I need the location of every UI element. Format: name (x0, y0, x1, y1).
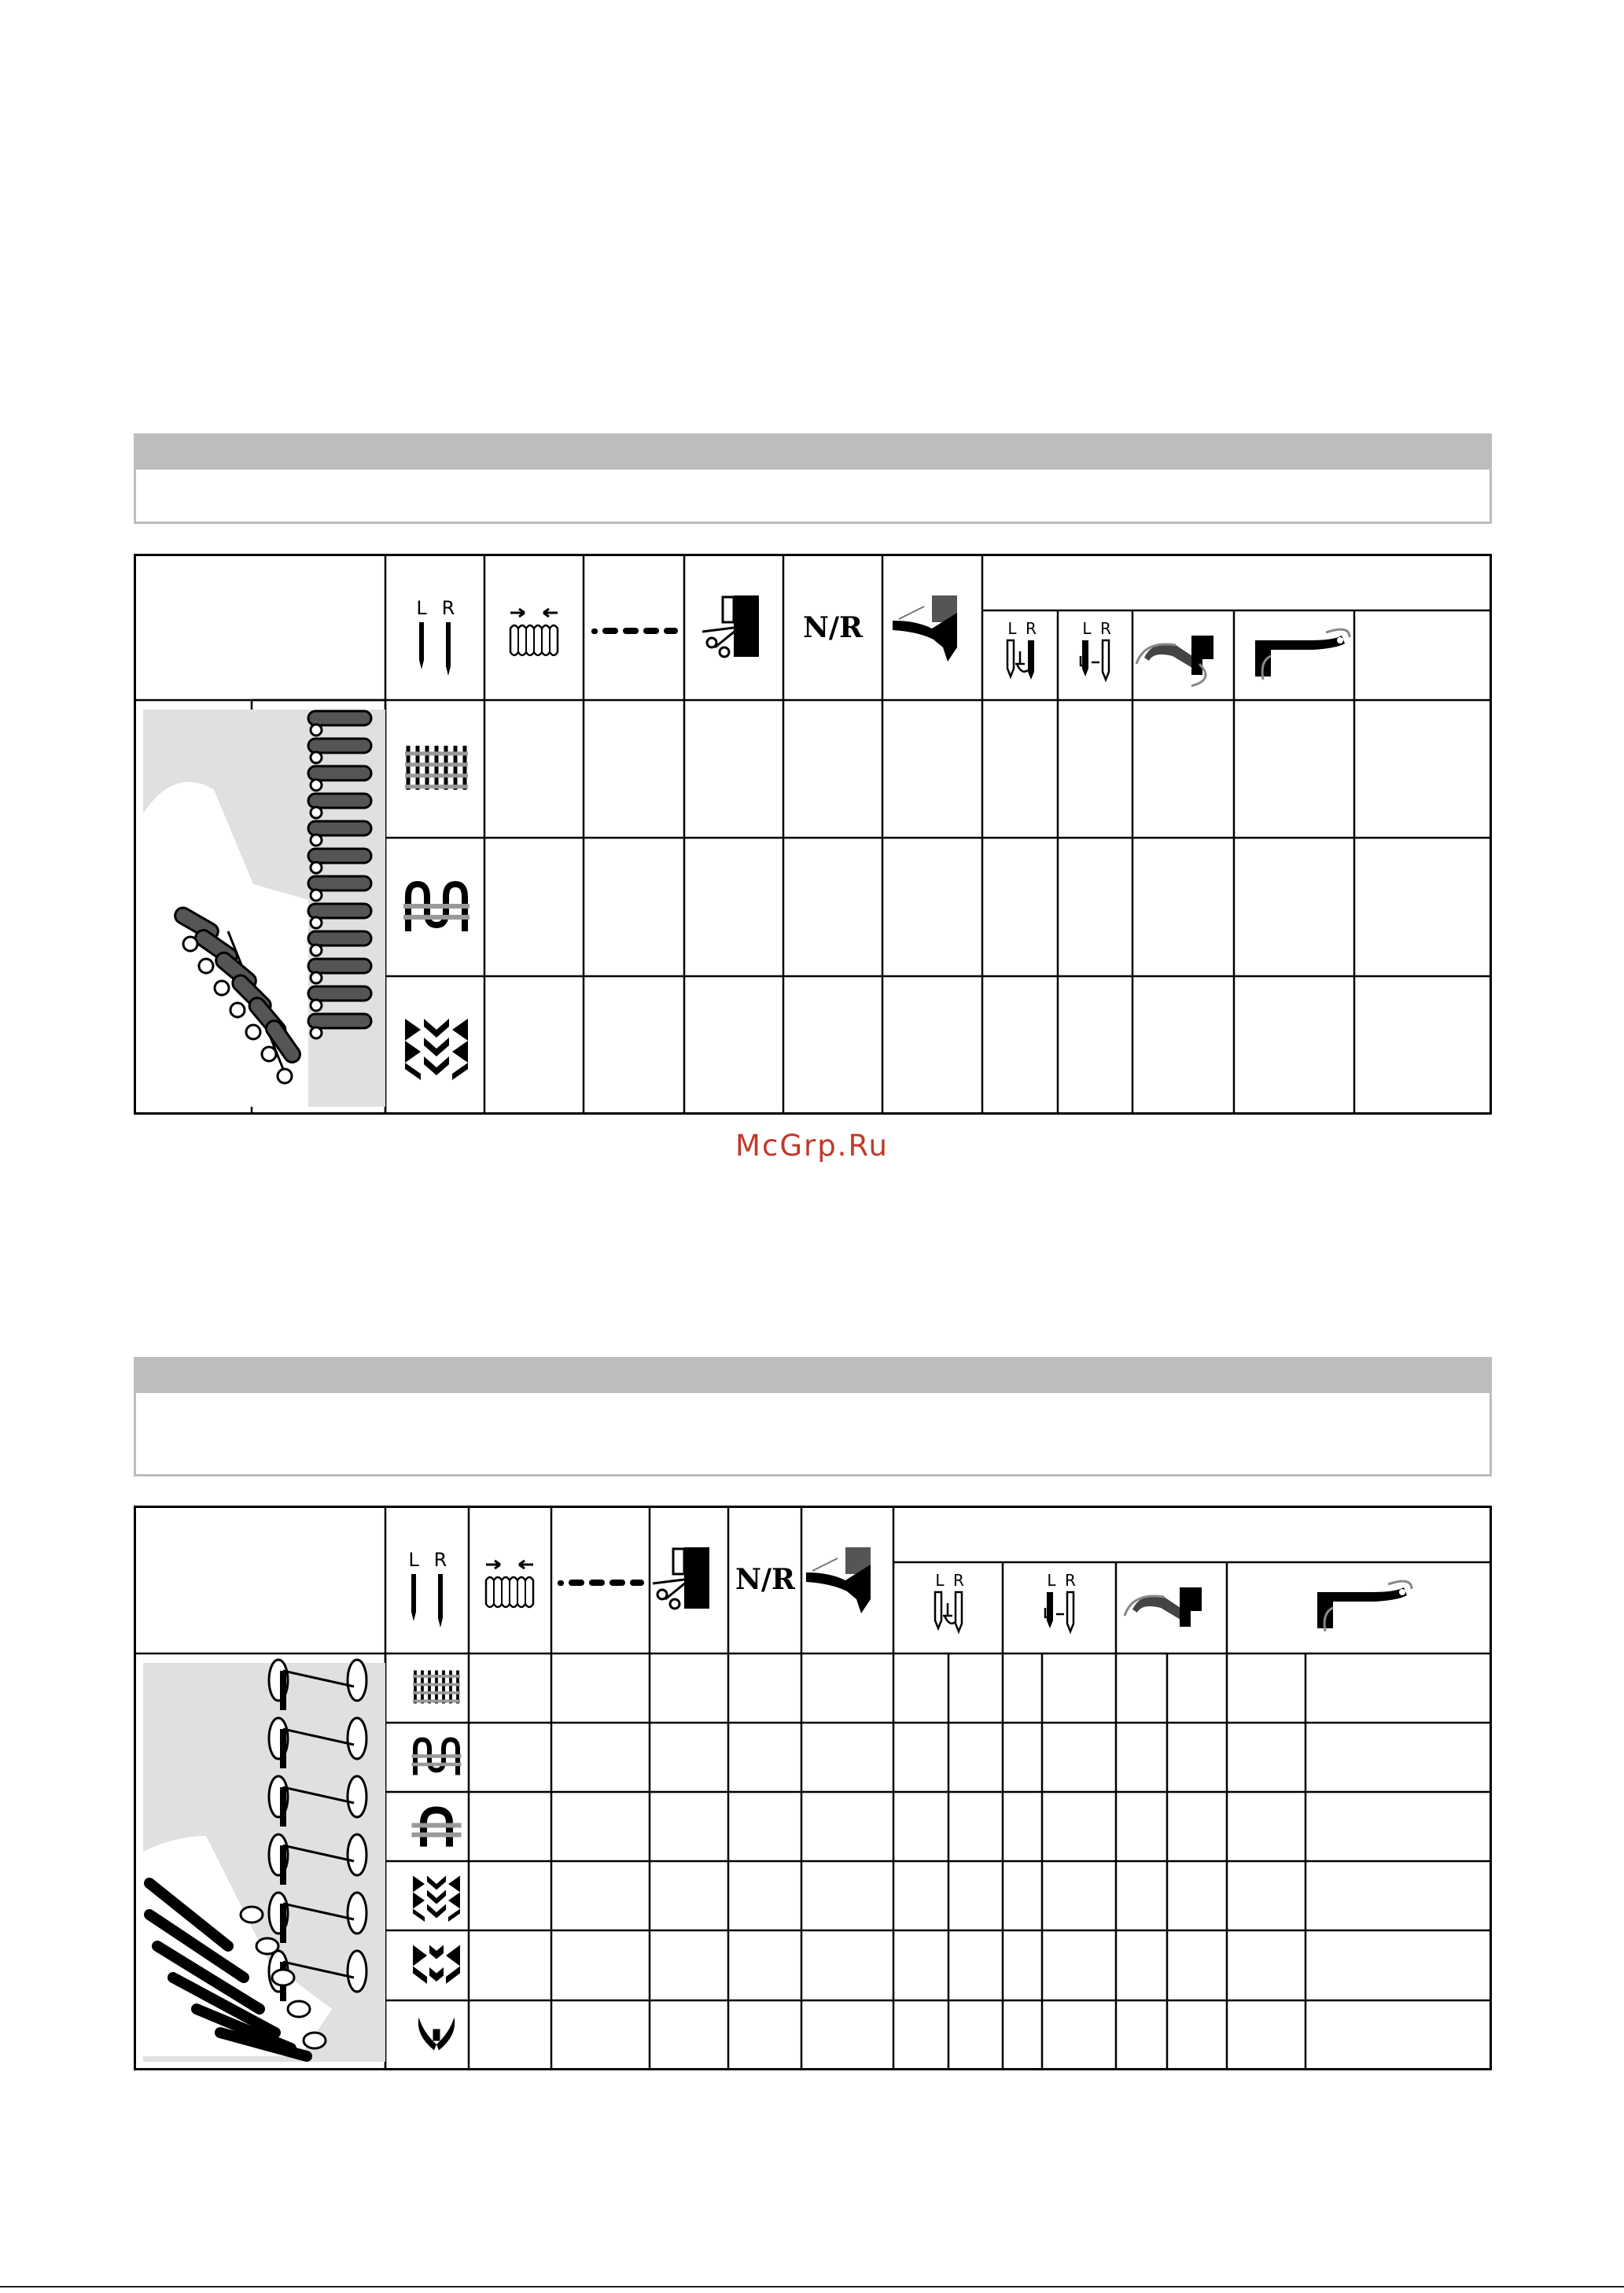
svg-text:R: R (433, 1549, 447, 1571)
section2-title-bar (134, 1357, 1492, 1393)
heavy-knit-fabric-icon (405, 1019, 468, 1080)
knife-icon (653, 1547, 709, 1609)
thick-knit-fabric-icon (413, 1945, 460, 1985)
thread-tension-left-icon (935, 1571, 964, 1631)
light-knit-fabric-icon (412, 1740, 462, 1775)
upper-looper-tension-icon (1255, 629, 1350, 680)
differential-feed-icon (510, 609, 558, 655)
svg-text:R: R (441, 597, 455, 619)
needle-l-r-icon (416, 597, 455, 676)
settings-table-2 (134, 1506, 1492, 2070)
thread-tension-right-icon (1045, 1571, 1076, 1631)
needle-l-r-icon (408, 1549, 447, 1628)
svg-text:L: L (416, 597, 427, 619)
knife-icon (702, 595, 759, 657)
flatlock-seam-illustration (143, 1660, 385, 2062)
upper-looper-tension-icon (1317, 1581, 1412, 1631)
lower-looper-tension-icon (1125, 1587, 1202, 1627)
nr-lever-icon (893, 595, 957, 662)
svg-text:R: R (1065, 1571, 1076, 1590)
stretch-knit-fabric-icon (412, 1810, 462, 1847)
nr-lever-icon (806, 1547, 871, 1613)
svg-text:L: L (1007, 619, 1017, 638)
woven-fabric-icon (413, 1671, 460, 1704)
svg-text:R: R (1100, 619, 1111, 638)
thread-tension-left-icon (1007, 619, 1037, 680)
thread-tension-right-icon (1081, 619, 1111, 680)
overlock-seam-illustration (143, 710, 385, 1107)
footer-rule (0, 2286, 1624, 2287)
nr-label: N/R (803, 611, 863, 644)
section1-title-box (134, 470, 1492, 524)
stitch-length-icon (591, 628, 678, 634)
stitch-length-icon (558, 1580, 644, 1586)
lower-looper-tension-icon (1136, 636, 1213, 686)
nr-label: N/R (735, 1563, 795, 1596)
heavy-knit-fabric-icon (413, 1876, 460, 1923)
very-thick-knit-fabric-icon (418, 2018, 455, 2051)
svg-text:L: L (1082, 619, 1092, 638)
svg-text:L: L (935, 1571, 945, 1590)
light-knit-fabric-icon (403, 884, 470, 931)
differential-feed-icon (486, 1561, 533, 1607)
svg-text:L: L (1047, 1571, 1056, 1590)
svg-text:R: R (953, 1571, 964, 1590)
svg-text:R: R (1026, 619, 1037, 638)
woven-fabric-icon (405, 746, 468, 790)
svg-text:L: L (408, 1549, 419, 1571)
settings-table-1 (134, 554, 1492, 1115)
section1-title-bar (134, 433, 1492, 470)
watermark: McGrp.Ru (735, 1129, 889, 1163)
section2-title-box (134, 1393, 1492, 1476)
